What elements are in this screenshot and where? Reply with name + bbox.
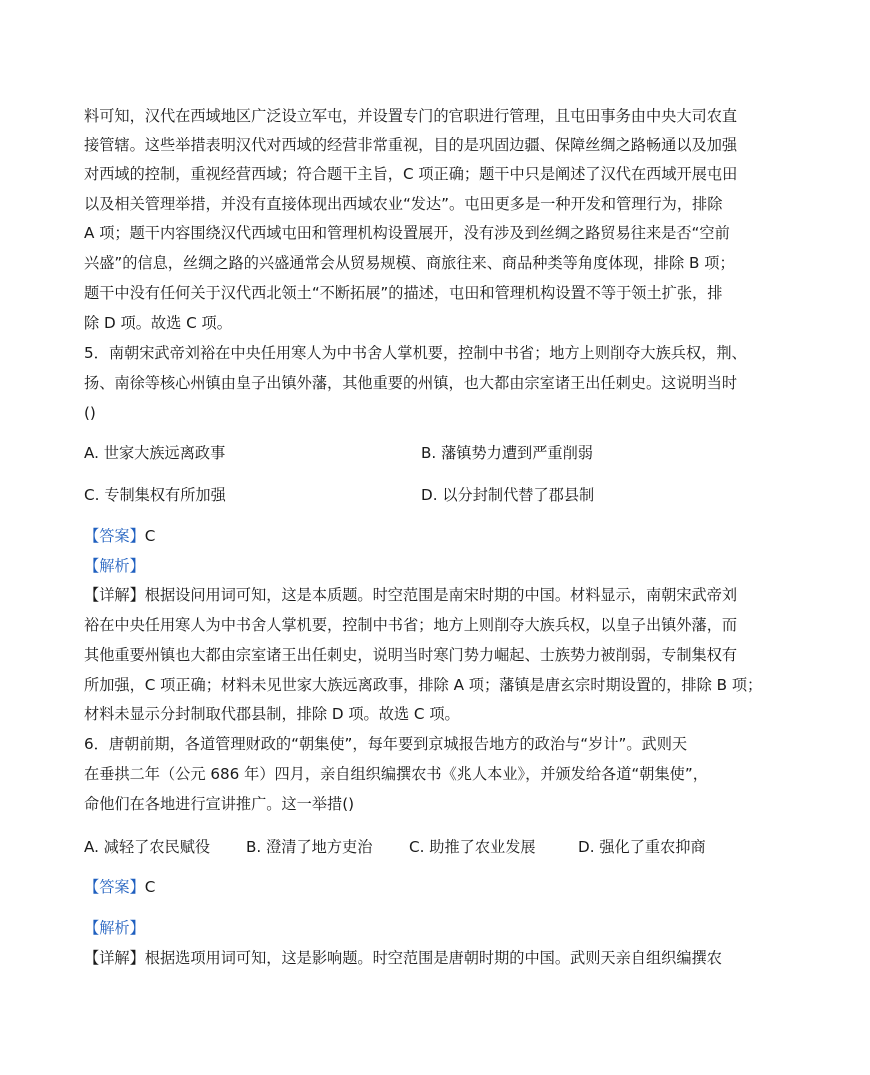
q5-detail: 材料未显示分封制取代郡县制，排除 D 项。故选 C 项。 [84, 705, 460, 723]
detail-tag: 【详解】 [84, 949, 145, 967]
q6-option-c: C. 助推了农业发展 [409, 838, 536, 856]
question-6-stem: 命他们在各地进行宣讲推广。这一举措() [84, 795, 355, 813]
q5-option-c: C. 专制集权有所加强 [84, 486, 226, 504]
question-5-stem: 5．南朝宋武帝刘裕在中央任用寒人为中书舍人掌机要，控制中书省；地方上则削夺大族兵权，荆、 [84, 344, 747, 362]
analysis-tag: 【解析】 [84, 557, 145, 575]
text-line: 题干中没有任何关于汉代西北领土“不断拓展”的描述，屯田和管理机构设置不等于领土扩张，排 [84, 284, 723, 302]
q5-detail: 其他重要州镇也大都由宗室诸王出任刺史，说明当时寒门势力崛起、士族势力被削弱，专制集权有 [84, 646, 738, 664]
q5-option-a: A. 世家大族远离政事 [84, 444, 226, 462]
answer-value: C [144, 527, 156, 545]
text-line: 料可知，汉代在西域地区广泛设立军屯，并设置专门的官职进行管理，且屯田事务由中央大司农直 [84, 107, 738, 125]
q6-option-b: B. 澄清了地方吏治 [246, 838, 373, 856]
answer-tag: 【答案】 [84, 878, 145, 896]
answer-tag: 【答案】 [84, 527, 145, 545]
q6-option-a: A. 减轻了农民赋役 [84, 838, 211, 856]
q5-answer [84, 526, 784, 546]
text-line: 对西域的控制，重视经营西域；符合题干主旨，C 项正确；题干中只是阐述了汉代在西域开展屯田 [84, 165, 738, 183]
q6-detail [84, 948, 784, 968]
text-line: A 项；题干内容围绕汉代西域屯田和管理机构设置展开，没有涉及到丝绸之路贸易往来是否“空前 [84, 224, 730, 242]
q6-option-d: D. 强化了重农抑商 [578, 838, 706, 856]
q6-answer [84, 877, 784, 897]
question-5-stem: 扬、南徐等核心州镇由皇子出镇外藩，其他重要的州镇，也大都由宗室诸王出任刺史。这说明当时 [84, 374, 738, 392]
q5-detail: 所加强，C 项正确；材料未见世家大族远离政事，排除 A 项；藩镇是唐玄宗时期设置的，排除 B 项； [84, 676, 763, 694]
text-line: 兴盛”的信息，丝绸之路的兴盛通常会从贸易规模、商旅往来、商品种类等角度体现，排除 B 项； [84, 254, 735, 272]
detail-tag: 【详解】 [84, 586, 145, 604]
detail-text: 根据设问用词可知，这是本质题。时空范围是南宋时期的中国。材料显示，南朝宋武帝刘 [144, 586, 738, 604]
text-line: 以及相关管理举措，并没有直接体现出西域农业“发达”。屯田更多是一种开发和管理行为，排除 [84, 195, 723, 213]
question-6-stem: 6．唐朝前期，各道管理财政的“朝集使”，每年要到京城报告地方的政治与“岁计”。武则天 [84, 735, 688, 753]
q5-detail [84, 585, 784, 605]
question-6-stem: 在垂拱二年（公元 686 年）四月，亲自组织编撰农书《兆人本业》，并颁发给各道“朝集使”， [84, 765, 708, 783]
q6-analysis-tag [84, 918, 784, 938]
q5-option-d: D. 以分封制代替了郡县制 [421, 486, 595, 504]
analysis-tag: 【解析】 [84, 919, 145, 937]
text-line: 接管辖。这些举措表明汉代对西域的经营非常重视，目的是巩固边疆、保障丝绸之路畅通以及加强 [84, 136, 738, 154]
answer-value: C [144, 878, 156, 896]
q5-option-b: B. 藩镇势力遭到严重削弱 [421, 444, 593, 462]
text-line: 除 D 项。故选 C 项。 [84, 314, 232, 332]
q5-analysis-tag [84, 556, 784, 576]
detail-text: 根据选项用词可知，这是影响题。时空范围是唐朝时期的中国。武则天亲自组织编撰农 [144, 949, 722, 967]
question-5-stem: () [84, 404, 96, 422]
q5-detail: 裕在中央任用寒人为中书舍人掌机要，控制中书省；地方上则削夺大族兵权，以皇子出镇外藩，而 [84, 616, 738, 634]
